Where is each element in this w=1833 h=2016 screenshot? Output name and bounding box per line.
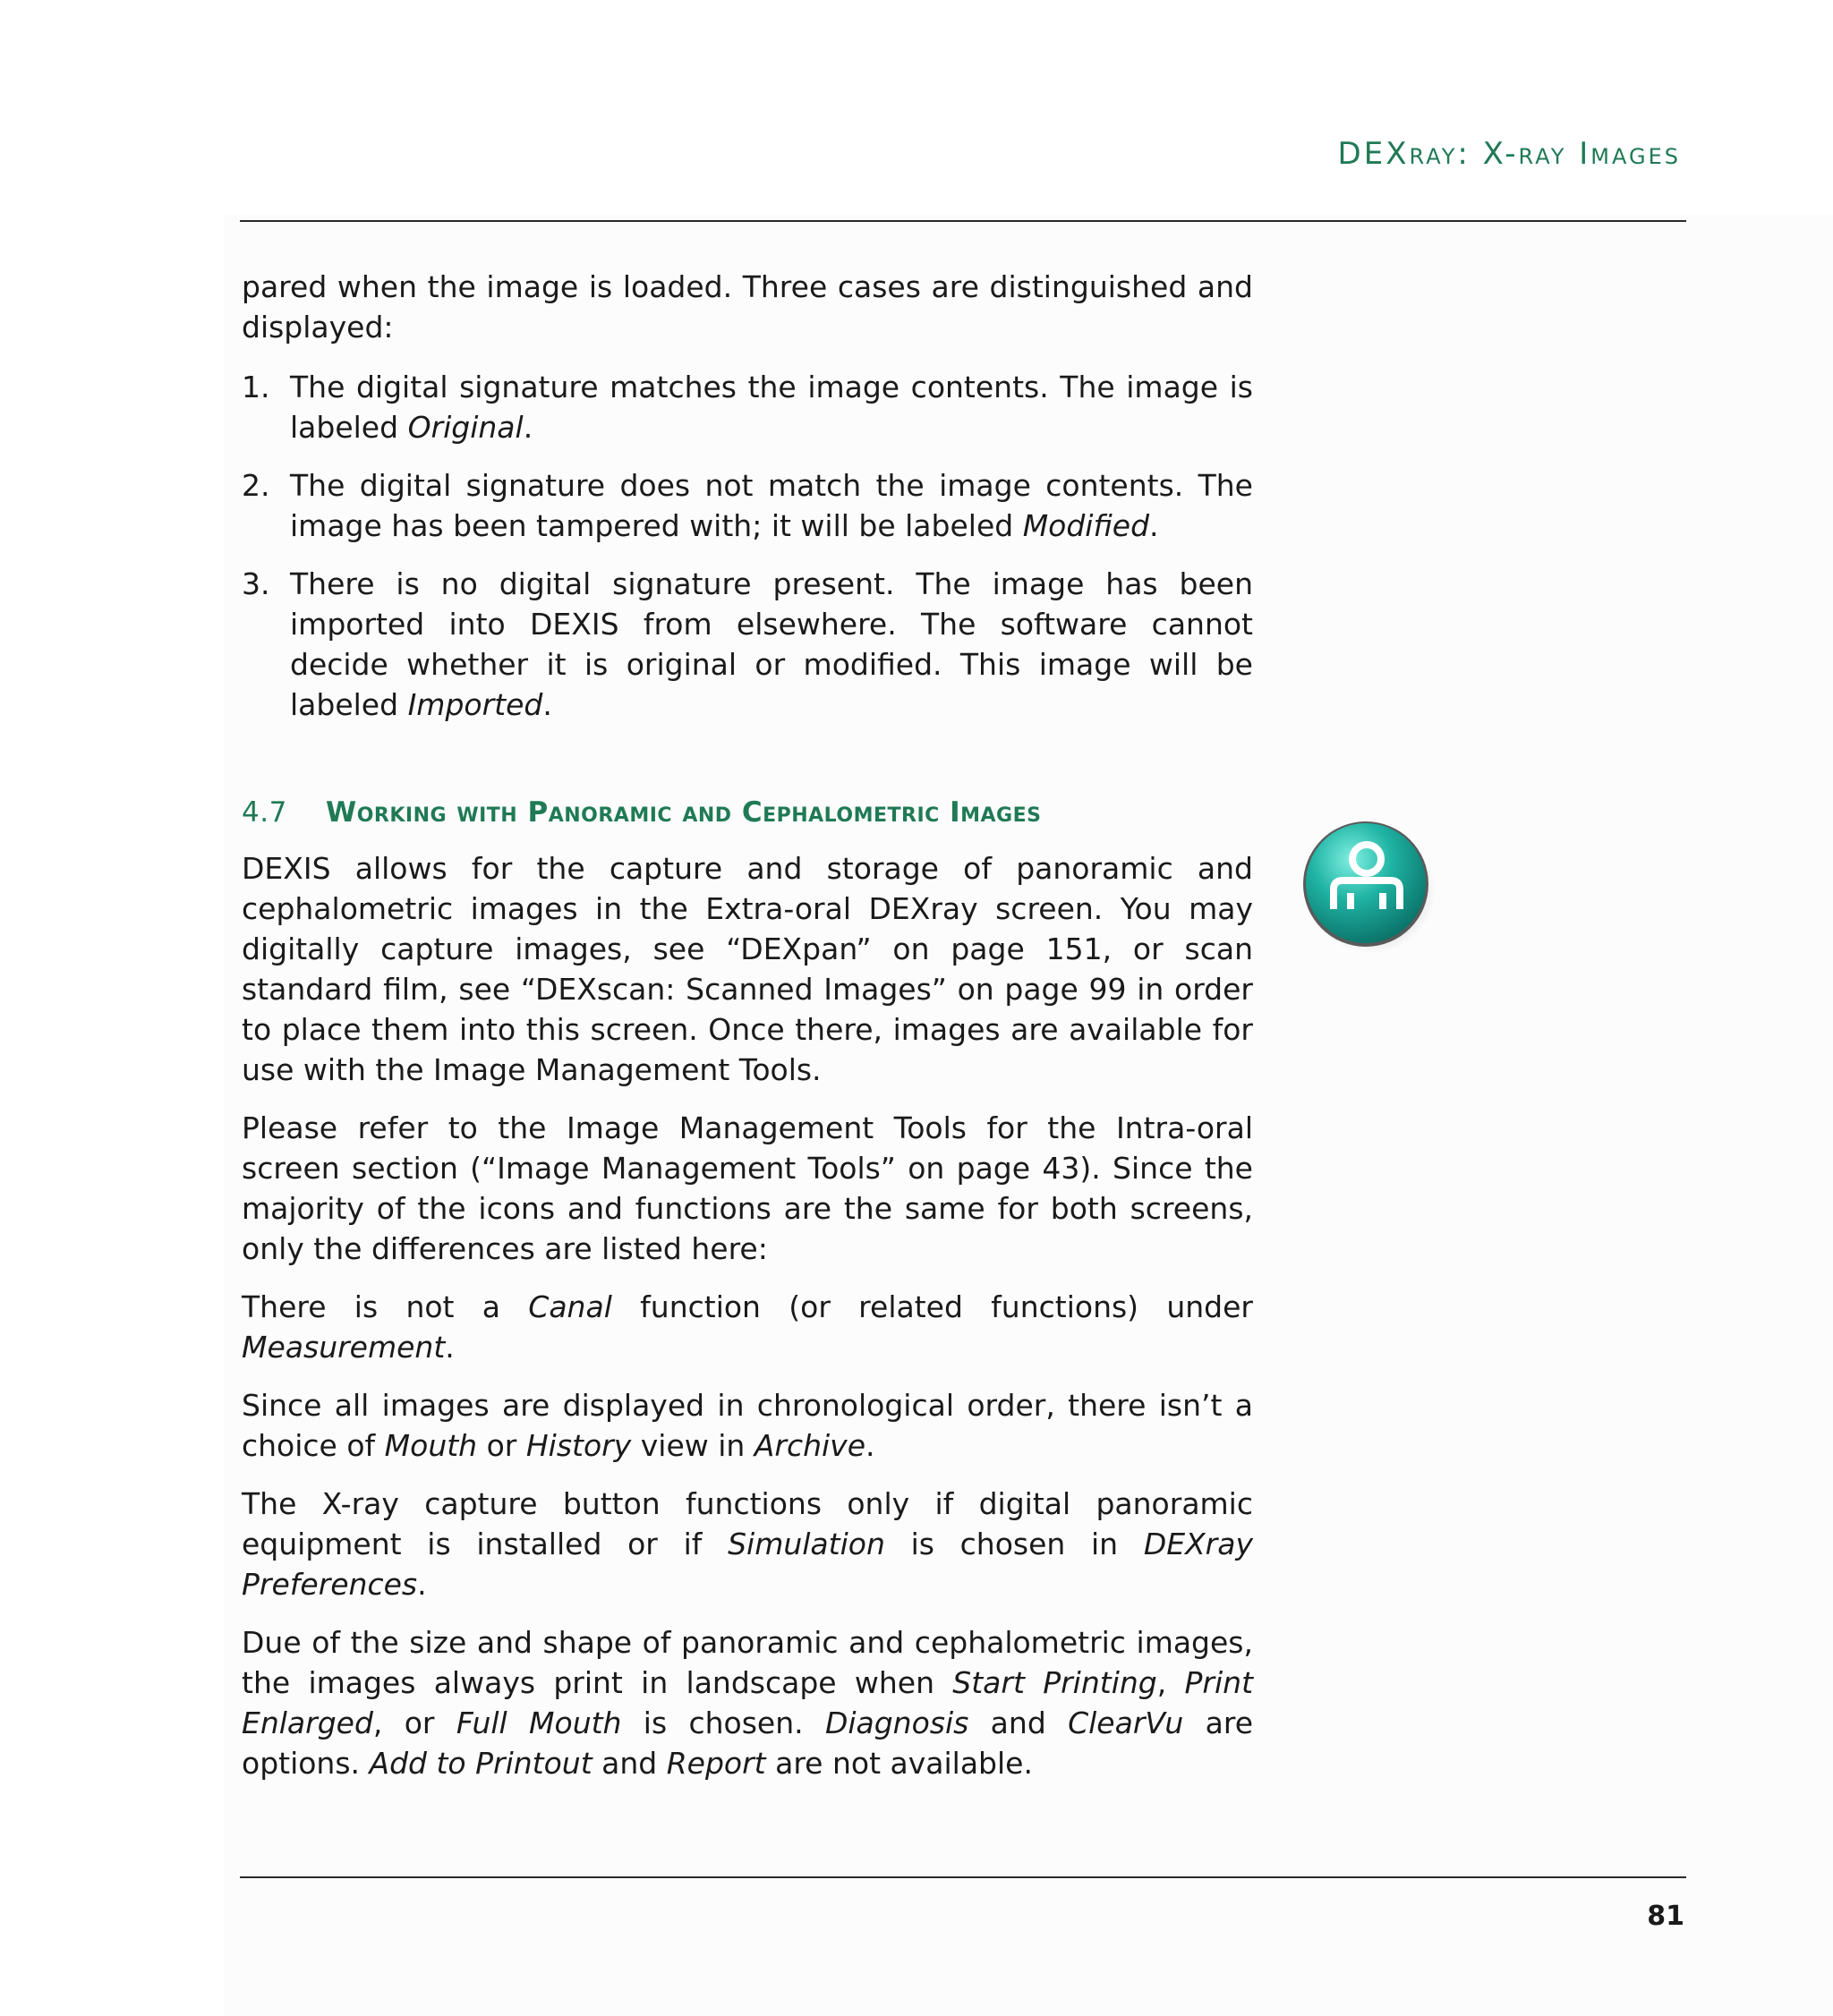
text-run: are not available. <box>765 1746 1033 1781</box>
list-item-emphasis: Modified <box>1022 508 1150 543</box>
text-run: Since all images are displayed in chronological order, there isn’t a choice of <box>242 1388 1253 1463</box>
text-run: are options. <box>242 1706 1253 1781</box>
page-content <box>242 267 1253 1801</box>
text-run: is chosen in <box>884 1527 1144 1561</box>
list-item-emphasis: Original <box>407 410 524 445</box>
section-title: Working with Panoramic and Cephalometric Images <box>326 796 1042 829</box>
paragraph-printing <box>242 1622 1253 1783</box>
paragraph-capture-button <box>242 1484 1253 1604</box>
list-item-text: The digital signature matches the image contents. The image is labeled <box>290 370 1253 445</box>
text-run: . <box>445 1330 455 1365</box>
paragraph-chronological <box>242 1385 1253 1466</box>
patient-icon <box>1300 818 1436 954</box>
text-run: and <box>592 1746 667 1781</box>
text-run: Due of the size and shape of panoramic and cephalometric images, the images always print in landscape when <box>242 1625 1253 1700</box>
text-run: , or <box>372 1706 456 1740</box>
text-run: . <box>417 1567 427 1602</box>
header-rule <box>240 220 1686 222</box>
paragraph-refer-tools: Please refer to the Image Management Tools for the Intra-oral screen section (“Image Management Tools” on page 43). Since the majority of the icons and functions are the same for both screens, only the differences are listed here: <box>242 1110 1253 1266</box>
text-run: The X-ray capture button functions only if digital panoramic equipment is installed or if <box>242 1486 1253 1561</box>
text-run: There is not a <box>242 1289 529 1324</box>
text-emphasis: Canal <box>528 1289 612 1324</box>
section-number: 4.7 <box>242 796 287 829</box>
list-item-number: 1. <box>242 370 270 404</box>
list-item <box>242 564 1253 725</box>
text-emphasis: History <box>525 1428 632 1463</box>
text-run: view in <box>631 1428 755 1463</box>
text-emphasis: Measurement <box>242 1330 446 1365</box>
text-emphasis: DEXray Preferences <box>242 1527 1253 1602</box>
text-emphasis: Report <box>666 1746 766 1781</box>
list-item <box>242 367 1253 447</box>
text-emphasis: Start Printing <box>952 1665 1157 1700</box>
text-run: or <box>477 1428 526 1463</box>
page-number: 81 <box>1647 1901 1684 1932</box>
list-item-punct: . <box>542 687 552 722</box>
text-emphasis: Simulation <box>728 1527 885 1561</box>
list-item-text: There is no digital signature present. The image has been imported into DEXIS from elsewhere. The software cannot decide whether it is original or modified. This image will be labeled <box>290 566 1253 722</box>
section-heading <box>242 795 1253 830</box>
paragraph-no-canal <box>242 1287 1253 1367</box>
text-run: , <box>1156 1665 1185 1700</box>
footer-rule <box>240 1876 1686 1878</box>
text-emphasis: Mouth <box>384 1428 478 1463</box>
running-header: DEXray: X-ray Images <box>1337 136 1681 172</box>
list-item-emphasis: Imported <box>407 687 543 722</box>
text-run: and <box>968 1706 1069 1740</box>
text-run: is chosen. <box>621 1706 825 1740</box>
list-item-text: The digital signature does not match the image contents. The image has been tampered with; it will be labeled <box>290 468 1253 543</box>
list-item-number: 2. <box>242 468 270 503</box>
text-emphasis: ClearVu <box>1068 1706 1184 1740</box>
list-item-punct: . <box>523 410 533 445</box>
list-item <box>242 465 1253 546</box>
list-item-punct: . <box>1149 508 1159 543</box>
text-emphasis: Full Mouth <box>456 1706 622 1740</box>
text-emphasis: Add to Printout <box>369 1746 593 1781</box>
text-emphasis: Archive <box>754 1428 865 1463</box>
intro-paragraph: pared when the image is loaded. Three cases are distinguished and displayed: <box>242 269 1253 345</box>
paragraph-capture-storage: DEXIS allows for the capture and storage of panoramic and cephalometric images in the Extra-oral DEXray screen. You may digitally capture images, see “DEXpan” on page 151, or scan standard film, see “DEXscan: Scanned Images” on page 99 in order to place them into this screen. Once there, images are available for use with the Image Management Tools. <box>242 851 1253 1087</box>
text-run: . <box>865 1428 875 1463</box>
list-item-number: 3. <box>242 566 270 601</box>
text-run: function (or related functions) under <box>611 1289 1253 1324</box>
text-emphasis: Diagnosis <box>824 1706 969 1740</box>
text-emphasis: Print Enlarged <box>242 1665 1254 1740</box>
cases-list <box>242 367 1253 725</box>
